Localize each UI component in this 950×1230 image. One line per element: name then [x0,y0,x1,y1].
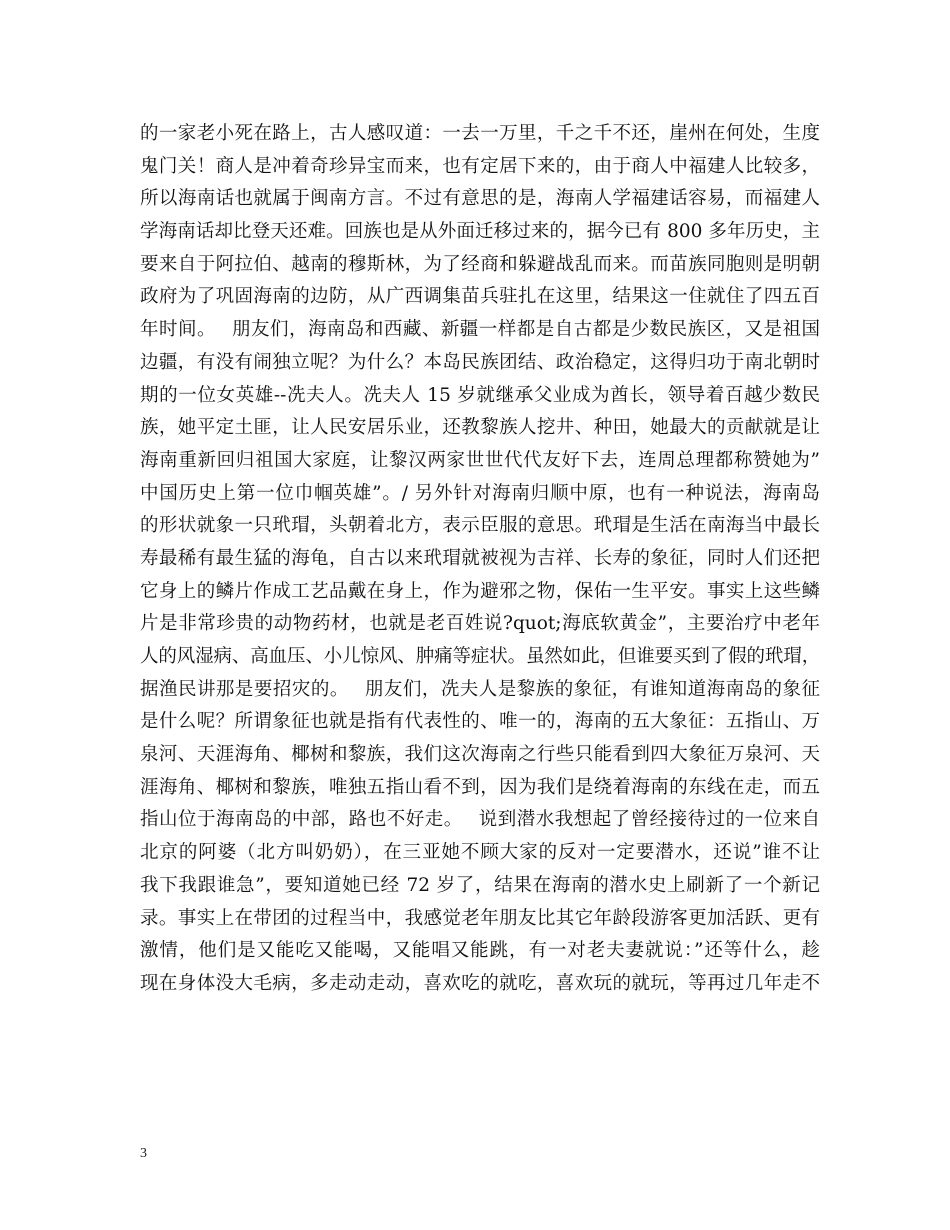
text-line: 泉河、天涯海角、椰树和黎族，我们这次海南之行些只能看到四大象征万泉河、天 [140,744,820,766]
text-line: 的形状就象一只玳瑁，头朝着北方，表示臣服的意思。玳瑁是生活在南海当中最长 [140,515,820,537]
text-line: 人的风湿病、高血压、小儿惊风、肿痛等症状。虽然如此，但谁要买到了假的玳瑁， [140,646,820,667]
text-line: 的一家老小死在路上，古人感叹道：一去一万里，千之千不还，崖州在何处，生度 [140,123,820,144]
text-line: 族，她平定土匪，让人民安居乐业，还教黎族人挖井、种田，她最大的贡献就是让 [140,417,820,439]
text-line: 年时间。 朋友们，海南岛和西藏、新疆一样都是自古都是少数民族区，又是祖国 [140,319,820,341]
text-line: 政府为了巩固海南的边防，从广西调集苗兵驻扎在这里，结果这一住就住了四五百 [140,286,820,308]
text-line: 学海南话却比登天还难。回族也是从外面迁移过来的，据今已有 800 多年历史，主 [140,221,820,243]
text-line: 要来自于阿拉伯、越南的穆斯林，为了经商和躲避战乱而来。而苗族同胞则是明朝 [140,253,820,275]
text-line: 指山位于海南岛的中部，路也不好走。 说到潜水我想起了曾经接待过的一位来自 [140,809,820,831]
text-line: 海南重新回归祖国大家庭，让黎汉两家世世代代友好下去，连周总理都称赞她为” [140,449,820,471]
text-line: 所以海南话也就属于闽南方言。不过有意思的是，海南人学福建话容易，而福建人 [140,188,820,210]
text-line: 北京的阿婆（北方叫奶奶），在三亚她不顾大家的反对一定要潜水，还说”谁不让 [140,842,820,864]
text-line: 它身上的鳞片作成工艺品戴在身上，作为避邪之物，保佑一生平安。事实上这些鳞 [140,580,820,602]
text-line: 现在身体没大毛病，多走动走动，喜欢吃的就吃，喜欢玩的就玩，等再过几年走不 [140,972,820,994]
text-line: 涯海角、椰树和黎族，唯独五指山看不到，因为我们是绕着海南的东线在走，而五 [140,776,820,798]
body-text [140,118,820,1001]
text-line: 中国历史上第一位巾帼英雄”。/ 另外针对海南归顺中原，也有一种说法，海南岛 [140,482,820,504]
text-line: 寿最稀有最生猛的海龟，自古以来玳瑁就被视为吉祥、长寿的象征，同时人们还把 [140,547,820,569]
text-line: 录。事实上在带团的过程当中，我感觉老年朋友比其它年龄段游客更加活跃、更有 [140,907,820,929]
text-line: 是什么呢？所谓象征也就是指有代表性的、唯一的，海南的五大象征：五指山、万 [140,711,820,733]
text-line: 鬼门关！商人是冲着奇珍异宝而来，也有定居下来的，由于商人中福建人比较多， [140,155,820,177]
text-line: 边疆，有没有闹独立呢？为什么？本岛民族团结、政治稳定，这得归功于南北朝时 [140,351,820,373]
page-number: 3 [140,1146,147,1161]
text-line: 期的一位女英雄--冼夫人。冼夫人 15 岁就继承父业成为酋长，领导着百越少数民 [140,384,820,406]
text-line: 据渔民讲那是要招灾的。 朋友们，冼夫人是黎族的象征，有谁知道海南岛的象征 [140,678,820,700]
text-line: 我下我跟谁急”，要知道她已经 72 岁了，结果在海南的潜水史上刷新了一个新记 [140,874,820,896]
text-line: 激情，他们是又能吃又能喝，又能唱又能跳，有一对老夫妻就说：”还等什么，趁 [140,940,820,962]
text-line: 片是非常珍贵的动物药材，也就是老百姓说?quot;海底软黄金”，主要治疗中老年 [140,613,820,635]
